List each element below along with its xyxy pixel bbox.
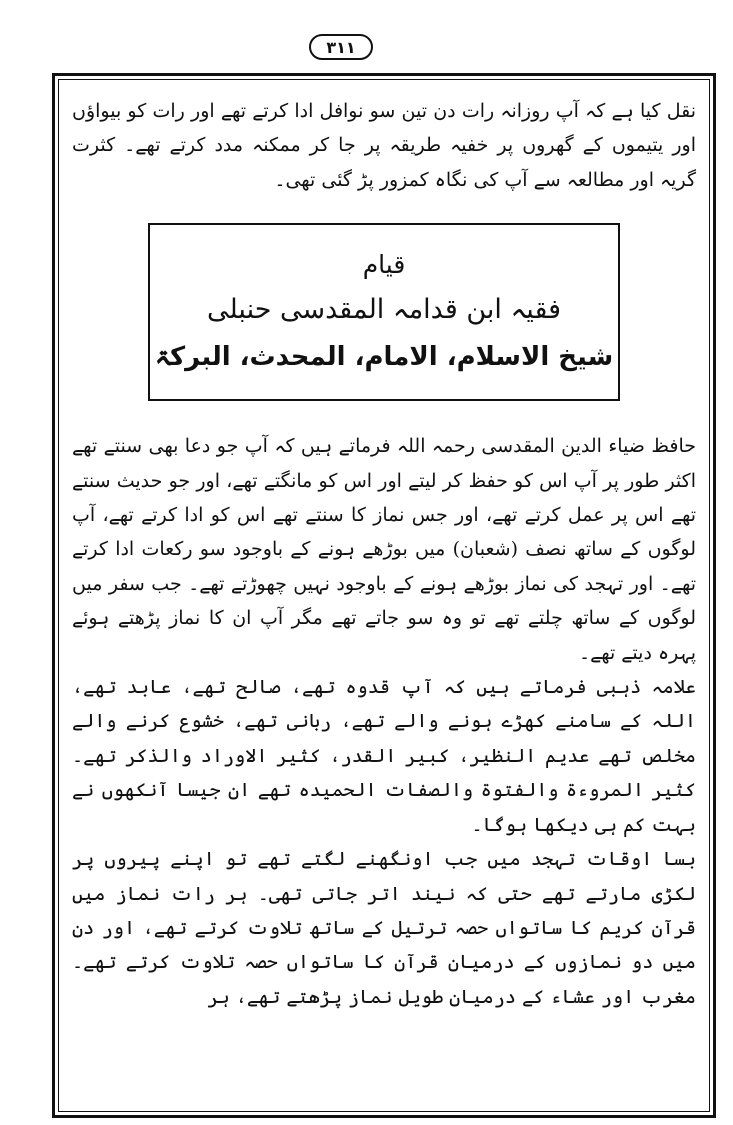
body-paragraph-1: حافظ ضیاء الدین المقدسی رحمہ اللہ فرماتے ہیں کہ آپ جو دعا بھی سنتے تھے اکثر طور پر آپ اس کو حفظ کر لیتے اور اس کو مانگتے تھے، اور جو حدیث سنتے تھے اس پر عمل کرتے تھے، اور جس نماز کا سنتے تھے اس کو ادا کرتے تھے، آپ لوگوں کے ساتھ نصف (شعبان) میں بوڑھے ہونے کے باوجود سو رکعات ادا کرتے تھے۔ اور تہجد کی نماز بوڑھے ہونے کے باوجود نہیں چھوڑتے تھے۔ جب سفر میں لوگوں کے ساتھ چلتے تھے تو وہ سو جاتے تھے مگر آپ ان کا نماز پڑھتے ہوئے پہرہ دیتے تھے۔ (72, 435, 696, 664)
section-title-box (148, 223, 620, 401)
title-line-2: فقیہ ابن قدامہ المقدسی حنبلی (206, 294, 562, 326)
title-line-1: قیام (362, 250, 406, 280)
title-line-3: شیخ الاسلام، الامام، المحدث، البرکۃ (154, 342, 614, 373)
body-paragraph-2: علامہ ذہبی فرماتے ہیں کہ آپ قدوہ تھے، صالح تھے، عابد تھے، اللہ کے سامنے کھڑے ہونے والے تھے، ربانی تھے، خشوع کرنے والے مخلص تھے عدیم النظیر، کبیر القدر، کثیر الاوراد والذکر تھے۔ کثیر المروءۃ والفتوۃ والصفات الحمیدہ تھے ان جیسا آنکھوں نے بہت کم ہی دیکھا ہوگا۔ (72, 676, 696, 836)
intro-paragraph: نقل کیا ہے کہ آپ روزانہ رات دن تین سو نوافل ادا کرتے تھے اور رات کو بیواؤں اور یتیموں کے گھروں پر خفیہ طریقہ پر جا کر ممکنہ مدد کرتے تھے۔ کثرت گریہ اور مطالعہ سے آپ کی نگاہ کمزور پڑ گئی تھی۔ (72, 100, 696, 191)
body-paragraph-3: بسا اوقات تہجد میں جب اونگھنے لگتے تھے تو اپنے پیروں پر لکڑی مارتے تھے حتی کہ نیند اتر جاتی تھی۔ ہر رات نماز میں قرآن کریم کا ساتواں حصہ ترتیل کے ساتھ تلاوت کرتے تھے، اور دن میں دو نمازوں کے درمیان قرآن کا ساتواں حصہ تلاوت کرتے تھے۔ مغرب اور عشاء کے درمیان طویل نماز پڑھتے تھے، ہر (72, 848, 696, 1008)
page-number: ٣١١ (309, 34, 373, 60)
page-content (72, 86, 696, 1106)
